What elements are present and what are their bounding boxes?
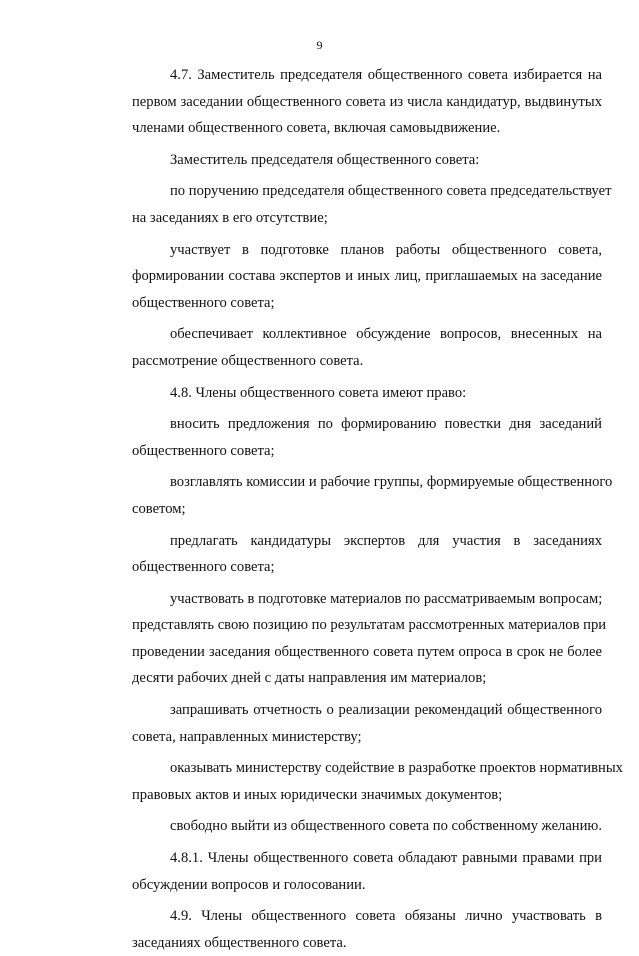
paragraph-deputy-heading bbox=[94, 147, 602, 174]
text-line: представлять свою позицию по результатам рассмотренных материалов при bbox=[132, 617, 607, 634]
text-line: предлагать кандидатуры экспертов для участия в заседаниях bbox=[170, 532, 602, 549]
paragraph-deputy-participates bbox=[94, 237, 602, 317]
text-line: обсуждении вопросов и голосовании. bbox=[132, 876, 366, 893]
paragraph-4-8 bbox=[94, 380, 602, 407]
text-line: по поручению председателя общественного совета председательствует bbox=[170, 183, 612, 200]
text-line: обеспечивает коллективное обсуждение вопросов, внесенных на bbox=[170, 326, 602, 343]
text-line: 4.8. Члены общественного совета имеют право: bbox=[170, 384, 467, 401]
text-line: общественного совета; bbox=[132, 442, 275, 459]
text-line: совета, направленных министерству; bbox=[132, 728, 362, 745]
text-line: первом заседании общественного совета из числа кандидатур, выдвинутых bbox=[132, 93, 602, 110]
paragraph-right-participate-materials bbox=[94, 586, 607, 692]
text-line: советом; bbox=[132, 500, 186, 517]
text-line: общественного совета; bbox=[132, 559, 275, 576]
paragraph-right-withdraw bbox=[94, 813, 602, 840]
paragraph-4-7 bbox=[94, 62, 602, 142]
paragraph-right-request-reports bbox=[94, 697, 602, 750]
text-line: проведении заседания общественного совета путем опроса в срок не более bbox=[132, 643, 602, 660]
text-line: десяти рабочих дней с даты направления им материалов; bbox=[132, 670, 487, 687]
text-line: 4.9. Члены общественного совета обязаны лично участвовать в bbox=[170, 908, 602, 925]
paragraph-4-9 bbox=[94, 903, 602, 956]
paragraph-right-assist-ministry bbox=[94, 755, 623, 808]
text-line: 4.7. Заместитель председателя общественного совета избирается на bbox=[170, 67, 602, 83]
paragraph-right-propose-experts bbox=[94, 528, 602, 581]
text-line: 4.8.1. Члены общественного совета обладают равными правами при bbox=[170, 850, 602, 867]
text-line: на заседаниях в его отсутствие; bbox=[132, 209, 328, 226]
paragraph-right-lead-commissions bbox=[94, 469, 613, 522]
paragraph-deputy-presides bbox=[94, 178, 612, 231]
text-line: возглавлять комиссии и рабочие группы, формируемые общественного bbox=[170, 474, 613, 491]
text-line: заседаниях общественного совета. bbox=[132, 934, 347, 951]
text-line: общественного совета; bbox=[132, 294, 275, 311]
text-line: участвует в подготовке планов работы общественного совета, bbox=[170, 241, 602, 258]
text-line: правовых актов и иных юридически значимых документов; bbox=[132, 786, 503, 803]
text-line: свободно выйти из общественного совета по собственному желанию. bbox=[170, 818, 602, 835]
text-line: членами общественного совета, включая самовыдвижение. bbox=[132, 120, 501, 137]
paragraph-4-8-1 bbox=[94, 845, 602, 898]
text-line: Заместитель председателя общественного совета: bbox=[170, 151, 480, 168]
text-line: вносить предложения по формированию повестки дня заседаний bbox=[170, 416, 602, 433]
paragraph-right-agenda bbox=[94, 411, 602, 464]
text-line: рассмотрение общественного совета. bbox=[132, 352, 364, 369]
text-line: оказывать министерству содействие в разработке проектов нормативных bbox=[170, 760, 623, 777]
page-number: 9 bbox=[316, 38, 323, 52]
document-body bbox=[94, 62, 623, 956]
text-line: запрашивать отчетность о реализации рекомендаций общественного bbox=[170, 702, 602, 719]
text-line: формировании состава экспертов и иных лиц, приглашаемых на заседание bbox=[132, 268, 602, 285]
text-line: участвовать в подготовке материалов по рассматриваемым вопросам; bbox=[170, 590, 603, 607]
paragraph-deputy-ensures bbox=[94, 321, 602, 374]
